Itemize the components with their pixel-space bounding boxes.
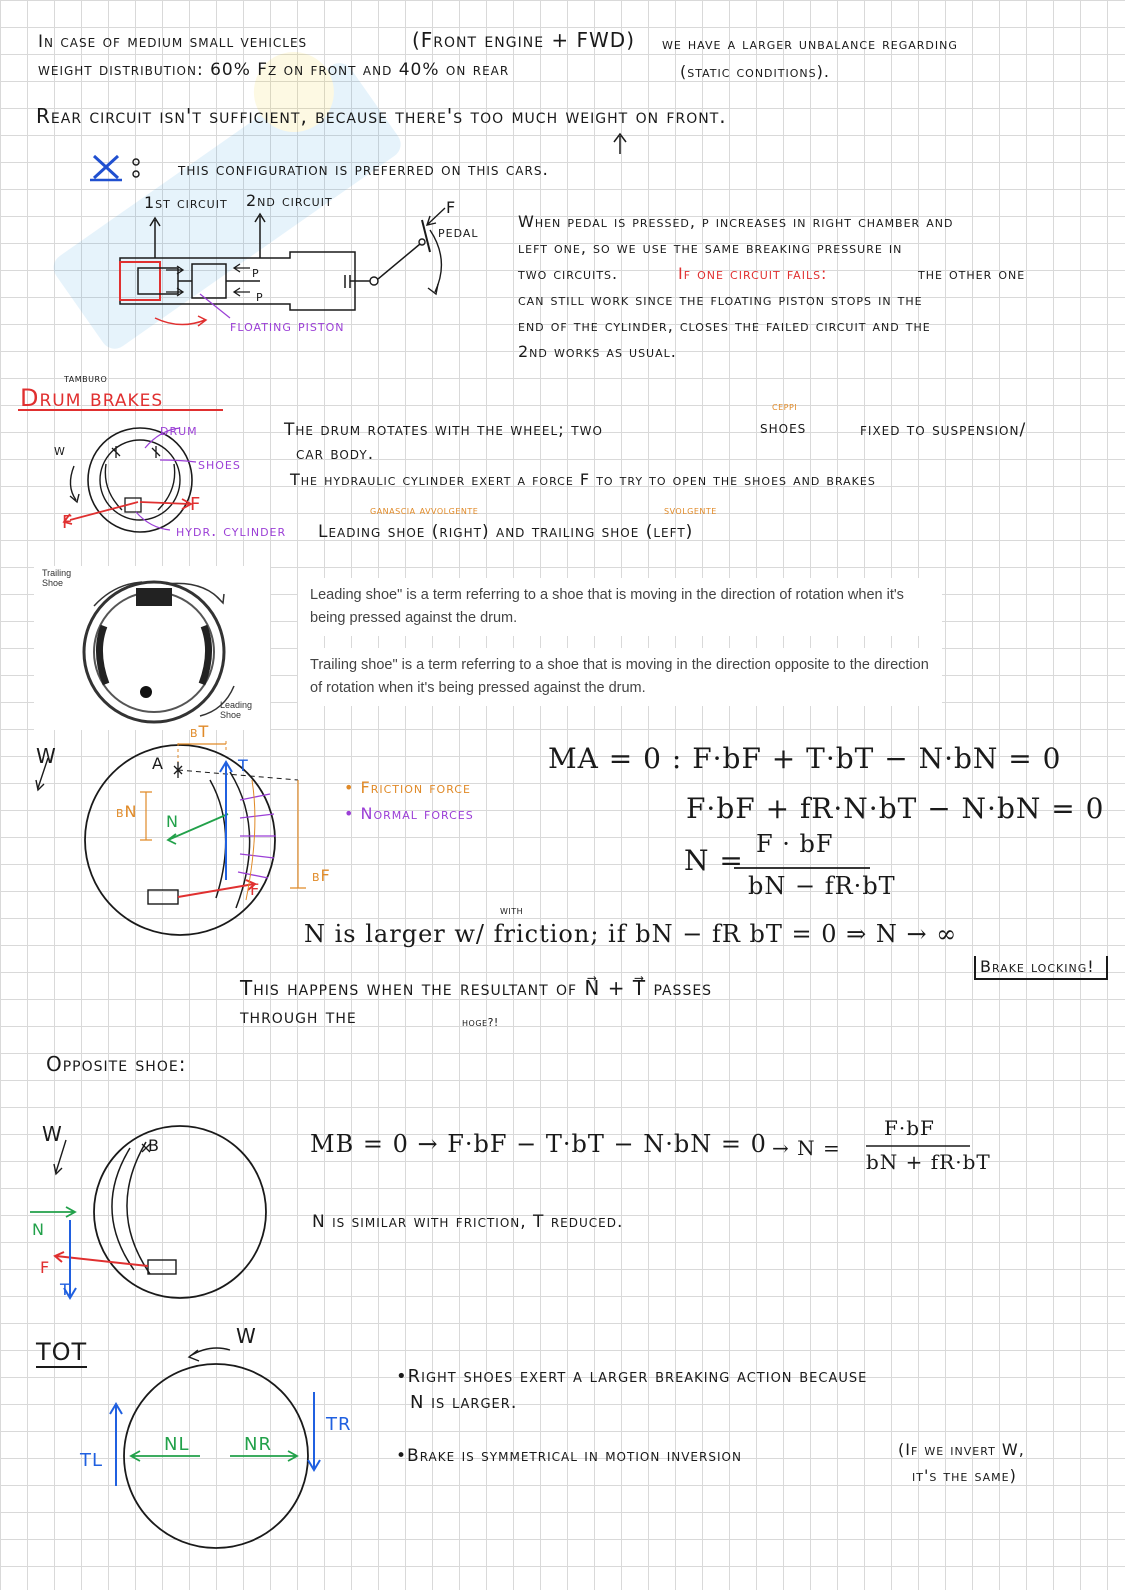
- pedal-expl-line4: can still work since the floating piston stops in the: [518, 290, 923, 309]
- trailing-shoe-diagram: [30, 1120, 290, 1300]
- drum-heading: Drum brakes: [20, 384, 164, 412]
- leading-shoe-definition: Leading shoe" is a term referring to a shoe that is moving in the direction of rotation when it's being pressed against the drum.: [298, 578, 942, 636]
- drum-note-tamburo: tamburo: [64, 372, 108, 385]
- moment-a-eq2: F·bF + fR·N·bT − N·bN = 0: [686, 792, 1105, 825]
- leading-f-label: F: [250, 880, 261, 899]
- drum-line1b: shoes: [760, 418, 807, 438]
- pressure-label-bottom: p: [256, 286, 264, 305]
- second-circuit-label: 2nd circuit: [246, 191, 333, 210]
- pedal-force-label: F: [446, 198, 457, 217]
- tot-label-nr: NR: [244, 1434, 272, 1455]
- pressure-label-top: p: [252, 262, 260, 281]
- tot-bullet1b: N is larger.: [410, 1392, 518, 1413]
- moment-a-eq1: MA = 0 : F·bF + T·bT − N·bN = 0: [548, 742, 1062, 775]
- drum-label-hydr: hydr. cylinder: [176, 521, 287, 540]
- trailing-label-w: W: [42, 1122, 63, 1146]
- moment-b-eq2-den: bN + fR·bT: [866, 1150, 991, 1174]
- drum-note-svolgente: svolgente: [664, 504, 717, 517]
- legend-normal: • Normal forces: [344, 804, 474, 823]
- leading-shoe-diagram: [30, 740, 350, 920]
- tot-label-tl: TL: [80, 1450, 104, 1471]
- drum-line1c: fixed to suspension/: [860, 420, 1027, 440]
- opposite-line: N is similar with friction, T reduced.: [312, 1212, 624, 1232]
- floating-piston-label: floating piston: [230, 316, 345, 335]
- legend-friction: • Friction force: [344, 778, 471, 797]
- fraction-bar-b: [866, 1144, 976, 1148]
- pedal-label: pedal: [438, 222, 479, 241]
- trailing-shoe-definition: Trailing shoe" is a term referring to a shoe that is moving in the direction opposite to the direction of rotation when it's being pressed against the drum.: [298, 648, 942, 706]
- drum-line3: The hydraulic cylinder exert a force F to try to open the shoes and brakes: [290, 470, 876, 489]
- fraction-bar-a: [734, 866, 874, 870]
- trailing-n-label: N: [32, 1220, 45, 1239]
- point-a-label: A: [152, 754, 164, 773]
- pedal-expl-fail: If one circuit fails:: [678, 264, 828, 283]
- drum-label-f-left: F: [62, 512, 74, 533]
- x-config-line: this configuration is preferred on this cars.: [178, 160, 549, 180]
- leading-t-label: T: [238, 756, 249, 775]
- intro-line2: weight distribution: 60% Fz on front and 40% on rear: [38, 60, 510, 80]
- larger-friction-line: N is larger w/ friction; if bN − fR bT = 0 ⇒ N → ∞: [304, 920, 958, 948]
- tot-diagram: [70, 1340, 350, 1540]
- pedal-expl-line3a: two circuits.: [518, 264, 619, 283]
- up-arrow-icon: [610, 132, 630, 156]
- drum-note-avvolgente: ganascia avvolgente: [370, 504, 479, 517]
- tot-bullet2: •Brake is symmetrical in motion inversion: [396, 1446, 742, 1466]
- point-b-label: B: [148, 1136, 160, 1155]
- x-cross-icon: [88, 150, 158, 184]
- through-line: through the: [240, 1004, 357, 1028]
- leading-n-label: N: [166, 812, 179, 831]
- moment-a-eq3-lhs: N =: [684, 844, 744, 877]
- tot-label-nl: NL: [164, 1434, 190, 1455]
- pedal-expl-line1: When pedal is pressed, p increases in right chamber and: [518, 212, 954, 231]
- brake-locking-box: Brake locking!: [974, 956, 1108, 980]
- drum-label-drum: drum: [160, 420, 198, 439]
- tot-label-tr: TR: [326, 1414, 352, 1435]
- intro-line1b: we have a larger unbalance regarding: [662, 34, 958, 53]
- pedal-expl-line2: left one, so we use the same breaking pressure in: [518, 238, 903, 257]
- tot-bullet2-paren2: it's the same): [912, 1466, 1017, 1485]
- first-circuit-label: 1st circuit: [144, 193, 228, 212]
- rear-circuit-line: Rear circuit isn't sufficient, because there's too much weight on front.: [36, 104, 727, 128]
- hoge-note: hoge?!: [462, 1016, 499, 1029]
- drum-line1a: The drum rotates with the wheel; two: [284, 420, 603, 440]
- pedal-expl-line3c: the other one: [918, 264, 1026, 283]
- moment-b-eq2-lhs: → N =: [772, 1136, 841, 1160]
- bt-label: bT: [190, 722, 210, 741]
- printed-figure: [34, 566, 270, 730]
- pedal-expl-line6: 2nd works as usual.: [518, 342, 677, 361]
- moment-b-eq1: MB = 0 → F·bF − T·bT − N·bN = 0: [310, 1130, 767, 1158]
- intro-line1: In case of medium small vehicles: [38, 32, 308, 52]
- drum-label-w: w: [54, 440, 66, 459]
- opposite-heading: Opposite shoe:: [46, 1052, 187, 1076]
- tot-label-w: W: [236, 1324, 257, 1348]
- pedal-expl-line5: end of the cylinder, closes the failed circuit and the: [518, 316, 931, 335]
- trailing-t-label: T: [60, 1280, 71, 1299]
- leading-label-w: W: [36, 744, 57, 768]
- trailing-f-label: F: [40, 1258, 51, 1277]
- intro-paren2: (static conditions).: [680, 62, 830, 81]
- drum-label-f-right: F: [190, 494, 202, 515]
- moment-a-eq3-num: F · bF: [756, 830, 834, 858]
- drum-heading-underline: [18, 408, 228, 412]
- drum-label-shoes: shoes: [198, 454, 241, 473]
- drum-line4: Leading shoe (right) and trailing shoe (left): [318, 522, 694, 542]
- tot-heading: TOT: [36, 1338, 88, 1366]
- tot-bullet2-paren1: (If we invert W,: [898, 1440, 1025, 1459]
- moment-b-eq2-num: F·bF: [884, 1116, 935, 1140]
- fig-trailing-label: Trailing Shoe: [42, 568, 72, 588]
- bn-label: bN: [116, 802, 138, 821]
- resultant-line: This happens when the resultant of N⃗ + T⃗ passes: [240, 976, 713, 1000]
- intro-paren1: (Front engine + FWD): [412, 28, 636, 52]
- with-note: with: [500, 904, 524, 917]
- fig-leading-label: Leading Shoe: [220, 700, 253, 720]
- drum-line2: car body.: [296, 444, 375, 464]
- drum-note-ceppi: ceppi: [772, 400, 798, 413]
- moment-a-eq3-den: bN − fR·bT: [748, 872, 896, 900]
- bf-label: bF: [312, 866, 331, 885]
- tot-bullet1a: •Right shoes exert a larger breaking action because: [396, 1366, 868, 1387]
